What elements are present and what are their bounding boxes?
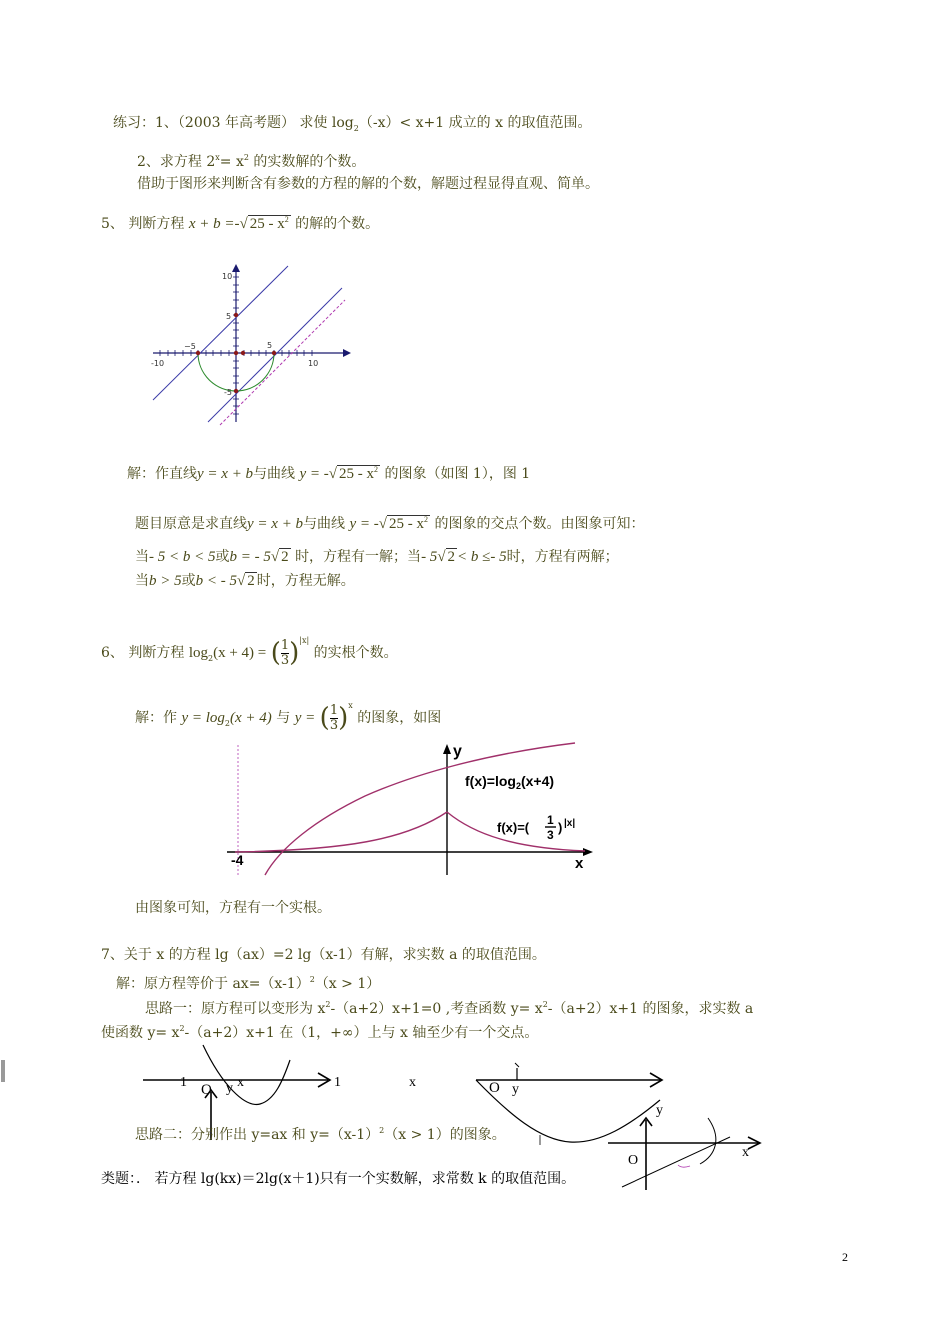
superscript: 2 xyxy=(424,515,429,524)
math: 2 xyxy=(281,549,289,565)
text: 5、 判断方程 xyxy=(101,216,185,232)
point xyxy=(196,351,200,355)
subscript: 2 xyxy=(353,124,359,133)
text: 的实根个数。 xyxy=(313,645,398,661)
text: -（a+2）x+1=0 ,考查函数 y= x xyxy=(330,1001,543,1017)
q6-conclusion: 由图象可知，方程有一个实根。 xyxy=(135,900,331,916)
text: 2、求方程 2 xyxy=(137,154,216,170)
sketch-c-x: x xyxy=(742,1145,749,1160)
point xyxy=(234,313,238,317)
numerator: 1 xyxy=(329,702,339,718)
q7-idea-2 xyxy=(135,1122,506,1144)
math: b > 5 xyxy=(149,573,182,589)
practice-line-1 xyxy=(113,114,591,138)
text: 的图象（如图 1），图 1 xyxy=(384,466,531,482)
text: 时，方程无解。 xyxy=(256,573,355,589)
f1-label: $f(x)=\log_2(x+4)$ xyxy=(465,773,555,791)
sqrt xyxy=(248,215,291,232)
fraction xyxy=(281,639,289,668)
math: b < - 5 xyxy=(195,573,237,589)
math: y = log xyxy=(181,710,225,726)
minus-4-label: -4 xyxy=(231,852,244,868)
denominator: 3 xyxy=(280,652,290,668)
x-axis-arrow xyxy=(583,848,593,856)
math: 2 xyxy=(447,549,456,565)
sketch-a-O: O xyxy=(201,1082,212,1098)
sketch-c-line xyxy=(622,1137,730,1187)
text: 解：作直线 xyxy=(127,466,197,482)
q7-idea-1 xyxy=(145,996,753,1018)
math: b = - 5 xyxy=(229,549,271,565)
text: 与曲线 xyxy=(303,516,346,532)
superscript: 2 xyxy=(542,1000,548,1009)
f2-exp: |x| xyxy=(564,818,576,829)
text: 的解的个数。 xyxy=(295,216,380,232)
text: 思路一：原方程可以变形为 x xyxy=(145,1001,326,1017)
q7-idea-1-line-2 xyxy=(101,1020,538,1042)
sketch-c-O: O xyxy=(628,1153,639,1168)
sketch-a-1: 1 xyxy=(180,1075,187,1090)
text: 时，方程有两解； xyxy=(506,549,619,565)
superscript: 2 xyxy=(325,1000,331,1009)
practice-line-2 xyxy=(137,149,365,171)
y-label: y xyxy=(453,743,462,760)
exp-curve-left xyxy=(235,812,447,852)
math: y = - xyxy=(299,466,329,482)
text: 解：原方程等价于 ax=（x-1） xyxy=(116,976,310,992)
log-curve xyxy=(265,743,575,875)
text: 25 - x xyxy=(249,216,285,232)
sketch-a-1b: 1 xyxy=(334,1075,341,1090)
sketch-a-y: y xyxy=(226,1081,233,1096)
q5-solution-4: 当b > 5或b < - 5√ 2 时，方程无解。 xyxy=(135,573,355,589)
y-axis-arrow xyxy=(443,744,451,754)
math: y = x + b xyxy=(247,516,304,532)
sketch-mid-x: x xyxy=(409,1075,416,1090)
text: 或 xyxy=(215,549,230,565)
similar-problem: 类题：． 若方程 lg(kx)＝2lg(x＋1)只有一个实数解，求常数 k 的取值范围。 xyxy=(101,1171,576,1187)
q6-statement: 6、 判断方程 $\log_2(x + 4)$ = ( $\frac{1}{3}$ )$^{|x|}$ 的实根个数。 xyxy=(101,636,398,668)
subscript: 2 xyxy=(224,719,230,728)
text: （x > 1） xyxy=(314,976,381,992)
point xyxy=(241,351,245,355)
text: 的实数解的个数。 xyxy=(248,154,366,170)
fraction xyxy=(330,704,338,733)
q5-statement: 5、 判断方程 x + b =-√ $25 - x^2$ 的解的个数。 xyxy=(101,215,380,232)
superscript: 2 xyxy=(379,1126,385,1135)
math: (x + 4) xyxy=(230,710,272,726)
tick-label: 5 xyxy=(267,341,273,350)
tick-label: 5 xyxy=(226,312,232,321)
sketch-c-curve xyxy=(700,1118,716,1164)
practice-line-3: 借助于图形来判断含有参数的方程的解的个数，解题过程显得直观、简单。 xyxy=(137,176,599,192)
text: 时，方程有一解；当 xyxy=(295,549,422,565)
sketch-c-y: y xyxy=(656,1103,663,1118)
superscript: x xyxy=(348,701,353,710)
f2-close: ) xyxy=(558,820,563,835)
figure-1-graph xyxy=(145,262,355,427)
text: 与 xyxy=(276,710,291,726)
tick-label: 10 xyxy=(308,359,319,368)
q5-solution-3: 当- 5 < b < 5或b = - 5√ 2 时，方程有一解；当- 5√ 2 < b ≤- 5时，方程有两解； xyxy=(135,549,619,565)
tick-label: 10 xyxy=(222,272,233,281)
text: 使函数 y= x xyxy=(101,1025,180,1041)
text: 思路二：分别作出 y=ax 和 y=（x-1） xyxy=(135,1127,380,1143)
f2-num: 1 xyxy=(547,813,554,827)
text: 的图象的交点个数。由图象可知： xyxy=(434,516,645,532)
superscript: 2 xyxy=(374,465,379,474)
numerator: 1 xyxy=(280,637,290,653)
math: y = - xyxy=(349,516,379,532)
denominator: 3 xyxy=(329,717,339,733)
math: y = x + b xyxy=(197,466,254,482)
x-axis-arrow xyxy=(343,349,351,357)
text: -（a+2）x+1 在（1，+∞）上与 x 轴至少有一个交点。 xyxy=(184,1025,539,1041)
tick-label: -10 xyxy=(151,359,165,368)
line-middle xyxy=(208,288,342,422)
point xyxy=(234,351,238,355)
subscript: 2 xyxy=(207,654,214,663)
superscript: 2 xyxy=(179,1024,185,1033)
sketch-b-O: O xyxy=(489,1080,500,1096)
text: 25 - x xyxy=(339,466,375,482)
line-upper xyxy=(153,266,288,400)
point xyxy=(234,389,238,393)
text: 6、 判断方程 xyxy=(101,645,185,661)
point xyxy=(272,351,276,355)
line-tangent xyxy=(220,300,345,425)
x-label: x xyxy=(575,855,584,872)
q7-statement: 7、关于 x 的方程 lg（ax）=2 lg（x-1）有解，求实数 a 的取值范围。 xyxy=(101,947,546,963)
superscript: x xyxy=(215,153,220,162)
superscript: |x| xyxy=(299,636,310,645)
text: 题目原意是求直线 xyxy=(135,516,247,532)
text: 或 xyxy=(181,573,196,589)
text: -（a+2）x+1 的图象，求实数 a xyxy=(547,1001,754,1017)
text: 练习：1、（2003 年高考题） 求使 log xyxy=(113,115,354,131)
tick-label: -5 xyxy=(224,388,232,397)
sketch-b-y: y xyxy=(512,1082,519,1097)
page-number: 2 xyxy=(842,1250,848,1264)
text: 25 - x xyxy=(389,516,425,532)
superscript: 2 xyxy=(309,975,315,984)
text: （-x）< x+1 成立的 x 的取值范围。 xyxy=(358,115,592,131)
tick-label: −5 xyxy=(184,342,196,351)
q5-solution-2: 题目原意是求直线y = x + b与曲线 y = -√ $25 - x^2$ 的图象的交点个数。由图象可知： xyxy=(135,515,645,532)
math: log xyxy=(188,645,208,661)
math: y = xyxy=(294,710,316,726)
math: < b ≤- 5 xyxy=(457,549,507,565)
q5-solution-1: 解：作直线y = x + b与曲线 y = -√ $25 - x^2$ 的图象（如图 1），图 1 xyxy=(127,465,531,482)
math: x + b =- xyxy=(188,216,240,232)
q7-solution-1 xyxy=(116,971,380,993)
text: 与曲线 xyxy=(253,466,296,482)
text: = x xyxy=(219,154,244,170)
y-axis-arrow xyxy=(232,264,240,272)
math: - 5 xyxy=(421,549,438,565)
math: (x + 4) = xyxy=(213,645,267,661)
text: 的图象，如图 xyxy=(357,710,442,726)
q6-solution: 解：作 $y = \log_2(x + 4)$ 与 y = ( $\frac{1}{3}$ )$^x$ 的图象，如图 xyxy=(135,701,442,733)
text: 解：作 xyxy=(135,710,177,726)
superscript: 2 xyxy=(243,153,249,162)
figure-2-graph xyxy=(225,740,600,880)
math: - 5 < b < 5 xyxy=(149,549,216,565)
text: （x > 1）的图象。 xyxy=(384,1127,506,1143)
f2-den: 3 xyxy=(547,828,554,842)
text: 当 xyxy=(135,549,149,565)
sketch-a-x: x xyxy=(237,1075,244,1090)
math: 2 xyxy=(247,573,255,589)
f2-label: f(x)=( xyxy=(497,820,530,835)
text: 当 xyxy=(135,573,149,589)
superscript: 2 xyxy=(284,215,289,224)
